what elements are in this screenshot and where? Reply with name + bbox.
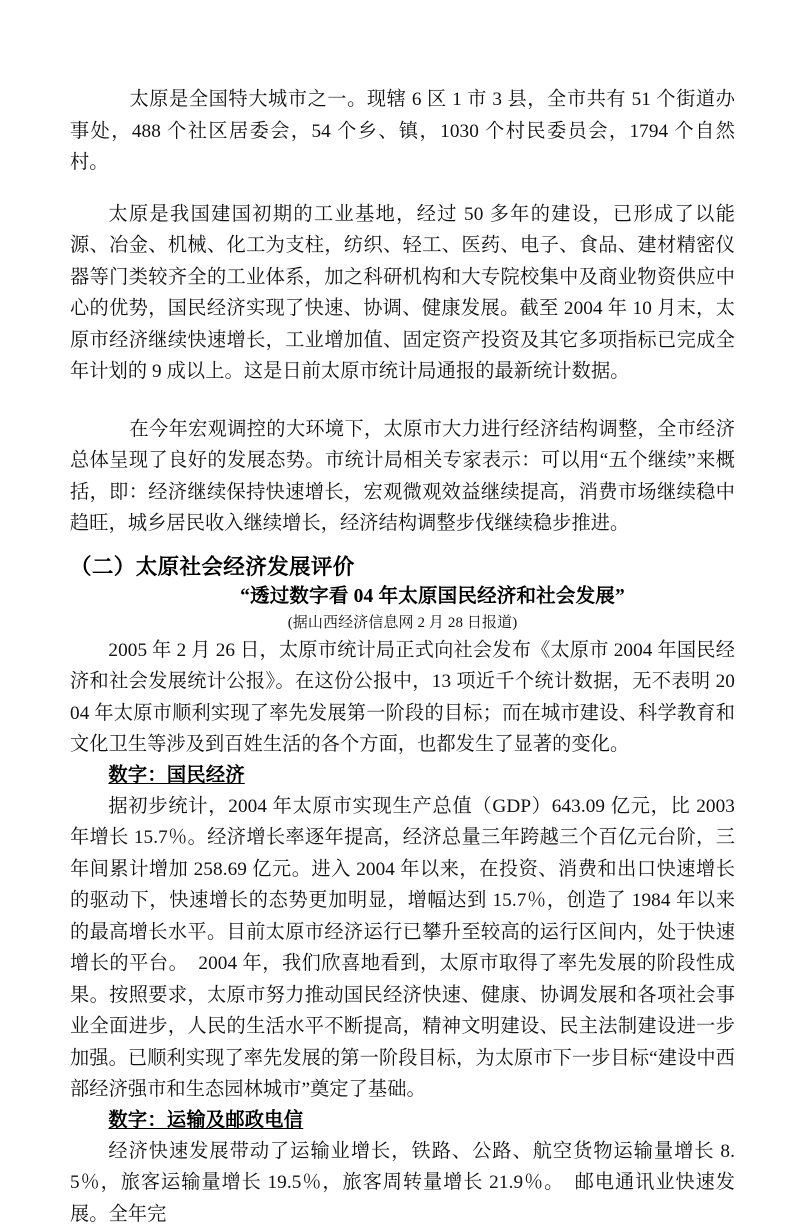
paragraph-transport-post-telecom: 经济快速发展带动了运输业增长，铁路、公路、航空货物运输量增长 8.5％，旅客运输量增长 19.5％，旅客周转量增长 21.9％。 邮电通讯业快速发展。全年完 [70,1136,735,1230]
section-spacer [70,540,735,552]
paragraph-national-economy: 据初步统计，2004 年太原市实现生产总值（GDP）643.09 亿元，比 2003 年增长 15.7％。经济增长率逐年提高，经济总量三年跨越三个百亿元台阶，三年间累计增加 258.69 亿元。进入 2004 年以来，在投资、消费和出口快速增长的驱动下，快速增长的态势更加明显，增幅达到 15.7％，创造了 1984 年以来的最高增长水平。目前太原市经济运行已攀升至较高的运行区间内，处于快速增长的平台。 2004 年，我们欣喜地看到，太原市取得了率先发展的阶段性成果。按照要求，太原市努力推动国民经济快速、健康、协调发展和各项社会事业全面进步，人民的生活水平不断提高，精神文明建设、民主法制建设进一步加强。已顺利实现了率先发展的第一阶段目标，为太原市下一步目标“建设中西部经济强市和生态园林城市”奠定了基础。 [70,791,735,1106]
sub-heading-label: 数字：运输及邮政电信 [108,1110,303,1131]
paragraph-industrial-base: 太原是我国建国初期的工业基地，经过 50 多年的建设，已形成了以能源、冶金、机械、化工为支柱，纺织、轻工、医药、电子、食品、建材精密仪器等门类较齐全的工业体系，加之科研机构和大专院校集中及商业物资供应中心的优势，国民经济实现了快速、协调、健康发展。截至 2004 年 10 月末，太原市经济继续快速增长，工业增加值、固定资产投资及其它多项指标已完成全年计划的 9 成以上。这是日前太原市统计局通报的最新统计数据。 [70,199,735,388]
paragraph-bulletin-intro: 2005 年 2 月 26 日，太原市统计局正式向社会发布《太原市 2004 年国民经济和社会发展统计公报》。在这份公报中，13 项近千个统计数据，无不表明 2004 年太原市顺利实现了率先发展第一阶段的目标；而在城市建设、科学教育和文化卫生等涉及到百姓生活的各个方面，也都发生了显著的变化。 [70,635,735,761]
paragraph-macro-control: 在今年宏观调控的大环境下，太原市大力进行经济结构调整，全市经济总体呈现了良好的发展态势。市统计局相关专家表示：可以用“五个继续”来概括，即：经济继续保持快速增长，宏观微观效益继续提高，消费市场继续稳中趋旺，城乡居民收入继续增长，经济结构调整步伐继续稳步推进。 [70,414,735,540]
source-attribution: (据山西经济信息网 2 月 28 日报道) [70,611,735,635]
paragraph-spacer [70,388,735,414]
paragraph-spacer [70,179,735,199]
paragraph-overview-administration: 太原是全国特大城市之一。现辖 6 区 1 市 3 县，全市共有 51 个街道办事处，488 个社区居委会，54 个乡、镇，1030 个村民委员会，1794 个自然村。 [70,84,735,179]
section-heading: （二）太原社会经济发展评价 [70,552,735,582]
page-content [70,84,735,1230]
sub-heading-national-economy [70,761,735,791]
section-subtitle: “透过数字看 04 年太原国民经济和社会发展” [70,582,735,611]
sub-heading-label: 数字：国民经济 [108,765,244,786]
sub-heading-transport-post-telecom [70,1106,735,1136]
